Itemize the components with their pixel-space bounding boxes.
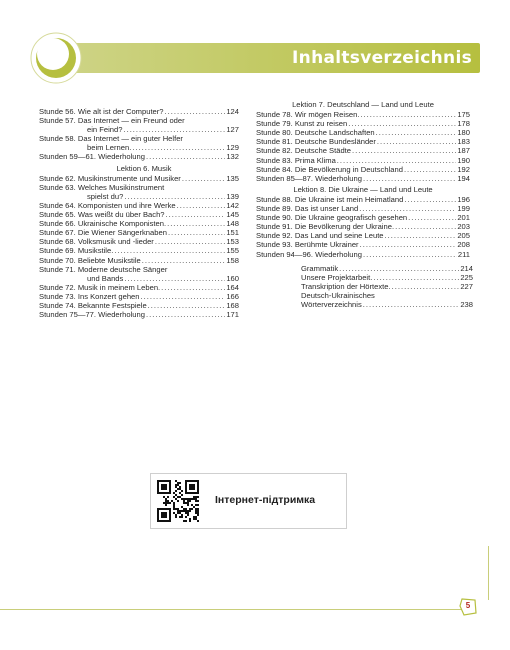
- lesson-label: Stunde 92.: [256, 231, 293, 241]
- lesson-title: Deutsche Städte: [294, 146, 352, 156]
- dot-leader: [348, 119, 456, 128]
- toc-entry: [39, 310, 239, 319]
- toc-entry: [256, 110, 470, 119]
- lesson-label: Stunde 93.: [256, 240, 293, 250]
- page-ref: 194: [457, 173, 470, 183]
- toc-entry: [39, 228, 239, 237]
- lesson-title: Welches Musikinstrument: [77, 182, 165, 192]
- lesson-title: Bekannte Festspiele: [77, 300, 147, 310]
- page-ref: 190: [457, 155, 470, 165]
- lesson-label: Stunde 66.: [39, 219, 76, 229]
- lesson-label: Stunde 71.: [39, 264, 76, 274]
- toc-entry: [256, 128, 470, 137]
- page-ref: 166: [226, 291, 239, 301]
- header-bar: [42, 43, 480, 73]
- lesson-title: und Bands: [87, 273, 124, 283]
- lesson-title: Die Ukraine geografisch gesehen: [294, 213, 408, 223]
- page-ref: 203: [457, 222, 470, 232]
- toc-entry: [256, 146, 470, 155]
- lesson-title: Volksmusik und -lieder: [77, 237, 154, 247]
- toc-entry: [256, 222, 470, 231]
- lesson-title: Das ist unser Land: [294, 204, 359, 214]
- dot-leader: [182, 174, 225, 183]
- toc-entry: [39, 134, 239, 143]
- dot-leader: [359, 204, 456, 213]
- page-ref: 127: [226, 125, 239, 135]
- lesson-title: Wir mögen Reisen.: [294, 110, 360, 120]
- page-ref: 238: [460, 299, 473, 309]
- appendix-entry: [301, 282, 473, 291]
- toc-entry: [39, 174, 239, 183]
- dot-leader: [177, 201, 226, 210]
- toc-appendix: [256, 263, 473, 309]
- lesson-title: Das Land und seine Leute: [294, 231, 384, 241]
- dot-leader: [114, 246, 225, 255]
- page-ref: 124: [226, 107, 239, 116]
- toc-entry: [39, 143, 239, 152]
- dot-leader: [142, 256, 226, 265]
- lesson-label: Stunde 65.: [39, 210, 76, 220]
- page-ref: 151: [226, 228, 239, 238]
- dot-leader: [168, 228, 225, 237]
- appendix-entry: [301, 273, 473, 282]
- dot-leader: [404, 195, 456, 204]
- lesson-title: Musikinstrumente und Musiker: [77, 173, 181, 183]
- dot-leader: [377, 137, 456, 146]
- lesson-label: Stunden 59—61.: [39, 152, 96, 162]
- toc-entry: [39, 183, 239, 192]
- page-ref: 183: [457, 137, 470, 147]
- appendix-entry: [301, 291, 473, 300]
- page-ref: 132: [226, 152, 239, 162]
- lesson-label: Stunde 56.: [39, 107, 76, 116]
- lesson-title: Wiederholung: [98, 310, 145, 320]
- page-ref: 145: [226, 210, 239, 220]
- lesson-label: Stunde 84.: [256, 164, 293, 174]
- toc-entry: [39, 256, 239, 265]
- lesson-label: Stunde 69.: [39, 246, 76, 256]
- dot-leader: [337, 156, 457, 165]
- toc-entry: [256, 165, 470, 174]
- page-ref: 168: [226, 300, 239, 310]
- dot-leader: [339, 264, 459, 273]
- page-ref: 208: [457, 240, 470, 250]
- lesson-title: Das Internet — ein Freund oder: [77, 116, 185, 126]
- page-ref: 180: [457, 128, 470, 138]
- lesson-title: Komponisten und ihre Werke: [77, 200, 176, 210]
- lesson-label: Stunde 63.: [39, 182, 76, 192]
- section-heading: Lektion 7. Deutschland — Land und Leute: [292, 100, 434, 109]
- lesson-title: Wiederholung: [315, 173, 362, 183]
- page-title: Inhaltsverzeichnis: [292, 48, 472, 68]
- page-ref: 164: [226, 282, 239, 292]
- dot-leader: [132, 143, 225, 152]
- dot-leader: [408, 213, 456, 222]
- page-ref: 201: [457, 213, 470, 223]
- lesson-title: Die Wiener Sängerknaben: [77, 228, 167, 238]
- lesson-label: Stunde 91.: [256, 222, 293, 232]
- dot-leader: [360, 240, 457, 249]
- appendix-title: Wörterverzeichnis: [301, 299, 362, 309]
- section-heading: Lektion 8. Die Ukraine — Land und Leute: [293, 184, 433, 194]
- dot-leader: [155, 237, 225, 246]
- lesson-title: Die Ukraine ist mein Heimatland: [294, 194, 404, 204]
- lesson-title: Kunst zu reisen: [294, 119, 348, 129]
- toc-entry: [256, 174, 470, 183]
- lesson-title: Wie alt ist der Computer?: [77, 107, 164, 116]
- page-ref: 139: [226, 191, 239, 201]
- lesson-title: Berühmte Ukrainer: [294, 240, 359, 250]
- page-ref: 160: [226, 273, 239, 283]
- lesson-label: Stunde 72.: [39, 282, 76, 292]
- page-number: 5: [465, 601, 471, 610]
- lesson-title: Ins Konzert gehen: [77, 291, 140, 301]
- dot-leader: [395, 222, 456, 231]
- toc-entry: [256, 231, 470, 240]
- toc-entry: [256, 119, 470, 128]
- lesson-title: ein Feind?: [87, 125, 123, 135]
- toc-entry: [39, 283, 239, 292]
- lesson-title: Ukrainische Komponisten.: [77, 219, 167, 229]
- circle-logo-icon: [30, 32, 82, 84]
- section-heading: Lektion 6. Musik: [116, 163, 172, 173]
- dot-leader: [148, 301, 226, 310]
- appendix-title: Deutsch-Ukrainisches: [301, 290, 375, 300]
- lesson-title: Die Bevölkerung der Ukraine.: [294, 222, 395, 232]
- lesson-label: Stunde 70.: [39, 255, 76, 265]
- dot-leader: [352, 146, 456, 155]
- lesson-label: Stunde 64.: [39, 200, 76, 210]
- page-ref: 155: [226, 246, 239, 256]
- toc-entry: [39, 201, 239, 210]
- toc-entry: [39, 210, 239, 219]
- lesson-label: Stunde 73.: [39, 291, 76, 301]
- footer-vertical-divider: [488, 546, 489, 600]
- lesson-label: Stunde 79.: [256, 119, 293, 129]
- toc-left-column: [39, 107, 239, 319]
- dot-leader: [124, 192, 225, 201]
- lesson-title: Die Bevölkerung in Deutschland: [294, 164, 403, 174]
- lesson-label: Stunde 58.: [39, 134, 76, 144]
- lesson-title: Prima Klima: [294, 155, 336, 165]
- toc-entry: [39, 107, 239, 116]
- page-ref: 227: [460, 281, 473, 291]
- page-ref: 199: [457, 204, 470, 214]
- toc-entry: [256, 250, 470, 259]
- dot-leader: [165, 107, 226, 116]
- internet-support-box[interactable]: [150, 473, 347, 529]
- toc-entry: [256, 195, 470, 204]
- lesson-label: Stunde 78.: [256, 110, 293, 120]
- lesson-label: Stunde 62.: [39, 173, 76, 183]
- lesson-label: Stunde 74.: [39, 300, 76, 310]
- lesson-label: Stunden 85—87.: [256, 173, 313, 183]
- internet-support-label: Інтернет-підтримка: [215, 494, 316, 506]
- lesson-label: Stunde 81.: [256, 137, 293, 147]
- toc-entry: [256, 213, 470, 222]
- dot-leader: [360, 110, 456, 119]
- toc-entry: [39, 192, 239, 201]
- lesson-title: Was weißt du über Bach?: [77, 210, 165, 220]
- page-ref: 187: [457, 146, 470, 156]
- dot-leader: [385, 231, 457, 240]
- dot-leader: [146, 152, 225, 161]
- toc-entry: [39, 116, 239, 125]
- appendix-title: Transkription der Hörtexte.: [301, 281, 391, 291]
- toc-entry: [39, 152, 239, 161]
- lesson-label: Stunde 68.: [39, 237, 76, 247]
- lesson-title: Deutsche Bundesländer: [294, 137, 376, 147]
- page-ref: 171: [226, 310, 239, 320]
- toc-entry: [39, 219, 239, 228]
- page-number-badge: [458, 597, 478, 617]
- appendix-entry: [301, 264, 473, 273]
- qr-code-icon: [157, 480, 199, 522]
- toc-right-column: [256, 98, 473, 309]
- toc-entry: [39, 292, 239, 301]
- lesson-label: Stunde 82.: [256, 146, 293, 156]
- page-ref: 175: [457, 110, 470, 120]
- page-ref: 196: [457, 194, 470, 204]
- page-ref: 148: [226, 219, 239, 229]
- page-ref: 225: [460, 272, 473, 282]
- dot-leader: [404, 165, 456, 174]
- dot-leader: [363, 250, 457, 259]
- dot-leader: [141, 292, 226, 301]
- lesson-title: spielst du?: [87, 191, 124, 201]
- lesson-label: Stunde 89.: [256, 204, 293, 214]
- page-ref: 142: [226, 200, 239, 210]
- toc-entry: [39, 301, 239, 310]
- dot-leader: [363, 300, 460, 309]
- page-ref: 214: [460, 263, 473, 273]
- lesson-title: Beliebte Musikstile: [77, 255, 141, 265]
- toc-entry: [256, 137, 470, 146]
- toc-entry: [256, 204, 470, 213]
- footer-divider: [0, 609, 464, 610]
- dot-leader: [146, 310, 225, 319]
- page-ref: 153: [226, 237, 239, 247]
- page-ref: 211: [457, 249, 470, 259]
- dot-leader: [161, 283, 225, 292]
- dot-leader: [167, 219, 225, 228]
- dot-leader: [166, 210, 226, 219]
- lesson-label: Stunden 75—77.: [39, 310, 96, 320]
- toc-entry: [39, 125, 239, 134]
- page-ref: 178: [457, 119, 470, 129]
- toc-entry: [39, 237, 239, 246]
- lesson-title: Moderne deutsche Sänger: [77, 264, 168, 274]
- dot-leader: [123, 125, 225, 134]
- page-ref: 192: [457, 164, 470, 174]
- lesson-title: Musikstile.: [77, 246, 114, 256]
- toc-entry: [39, 265, 239, 274]
- lesson-title: Musik in meinem Leben.: [77, 282, 161, 292]
- lesson-title: Das Internet — ein guter Helfer: [77, 134, 183, 144]
- lesson-label: Stunde 80.: [256, 128, 293, 138]
- page-ref: 158: [226, 255, 239, 265]
- lesson-label: Stunde 83.: [256, 155, 293, 165]
- dot-leader: [376, 128, 457, 137]
- page-ref: 129: [226, 143, 239, 153]
- lesson-label: Stunde 57.: [39, 116, 76, 126]
- dot-leader: [373, 273, 459, 282]
- toc-entry: [256, 156, 470, 165]
- lesson-title: beim Lernen.: [87, 143, 132, 153]
- appendix-title: Grammatik: [301, 263, 339, 273]
- lesson-title: Deutsche Landschaften: [294, 128, 375, 138]
- page-ref: 205: [457, 231, 470, 241]
- lesson-label: Stunden 94—96.: [256, 249, 313, 259]
- dot-leader: [124, 274, 225, 283]
- lesson-label: Stunde 67.: [39, 228, 76, 238]
- appendix-title: Unsere Projektarbeit.: [301, 272, 373, 282]
- lesson-label: Stunde 90.: [256, 213, 293, 223]
- page-ref: 135: [226, 173, 239, 183]
- lesson-title: Wiederholung: [98, 152, 145, 162]
- lesson-label: Stunde 88.: [256, 194, 293, 204]
- dot-leader: [392, 282, 460, 291]
- toc-entry: [39, 246, 239, 255]
- lesson-title: Wiederholung: [315, 249, 362, 259]
- dot-leader: [363, 174, 456, 183]
- toc-entry: [256, 240, 470, 249]
- toc-entry: [39, 274, 239, 283]
- appendix-entry: [301, 300, 473, 309]
